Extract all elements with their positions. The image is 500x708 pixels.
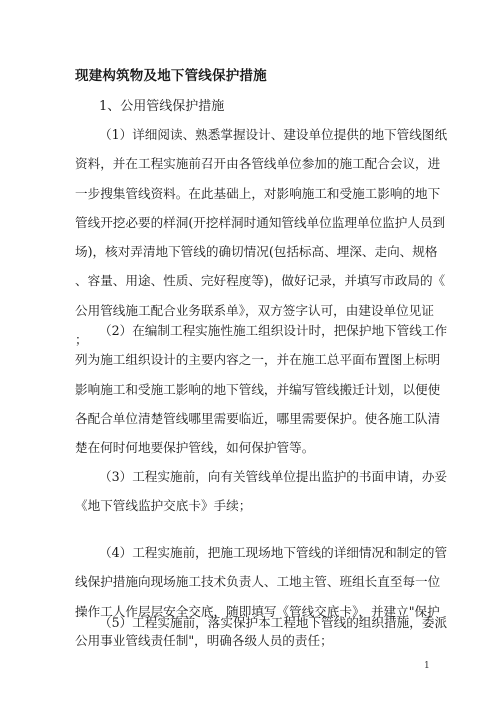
paragraph-line: 公用管线施工配合业务联系单》，双方签字认可，由建设单位见证 <box>75 302 434 318</box>
paragraph-line: （1）详细阅读、熟悉掌握设计、建设单位提供的地下管线图纸 <box>99 127 448 142</box>
paragraph-line: 各配合单位清楚管线哪里需要临近，哪里需要保护。使各施工队清 <box>75 410 441 426</box>
page-number: 1 <box>424 661 430 671</box>
paragraph-line: 楚在何时何地要保护管线，如何保护管等。 <box>75 440 315 456</box>
page-title: 现建构筑物及地下管线保护措施 <box>75 68 267 84</box>
section-heading: 1、公用管线保护措施 <box>99 99 225 114</box>
paragraph-5 <box>75 608 448 637</box>
paragraph-line: 、容量、用途、性质、完好程度等)，做好记录，并填写市政局的《 <box>75 273 446 289</box>
paragraph-4 <box>75 538 448 655</box>
paragraph-line: （5）工程实施前，落实保护本工程地下管线的组织措施，委派 <box>99 615 448 630</box>
paragraph-2 <box>75 316 448 462</box>
paragraph-line: （2）在编制工程实施性施工组织设计时，把保护地下管线工作 <box>99 323 448 338</box>
paragraph-line: 《地下管线监护交底卡》手续； <box>75 498 252 514</box>
paragraph-line: （3）工程实施前，向有关管线单位提出监护的书面申请，办妥 <box>99 469 448 484</box>
paragraph-3 <box>75 462 448 521</box>
paragraph-line: ； <box>75 332 88 348</box>
paragraph-line: 列为施工组织设计的主要内容之一，并在施工总平面布置图上标明 <box>75 352 441 368</box>
paragraph-line: 资料，并在工程实施前召开由各管线单位参加的施工配合会议，进 <box>75 156 441 172</box>
paragraph-line: 一步搜集管线资料。在此基础上，对影响施工和受施工影响的地下 <box>75 185 441 201</box>
paragraph-line: 影响施工和受施工影响的地下管线，并编写管线搬迁计划，以便使 <box>75 381 441 397</box>
paragraph-line: 线保护措施向现场施工技术负责人、工地主管、班组长直至每一位 <box>75 574 441 590</box>
paragraph-line: 场)，核对弄清地下管线的确切情况(包括标高、埋深、走向、规格 <box>75 244 438 260</box>
paragraph-line: （4）工程实施前，把施工现场地下管线的详细情况和制定的管 <box>99 545 448 560</box>
paragraph-line: 公用事业管线责任制"，明确各级人员的责任； <box>75 632 333 648</box>
paragraph-line: 操作工人作层层安全交底，随即填写《管线交底卡》，并建立"保护 <box>75 603 440 619</box>
paragraph-line: 管线开挖必要的样洞(开挖样洞时通知管线单位监理单位监护人员到 <box>75 214 446 230</box>
